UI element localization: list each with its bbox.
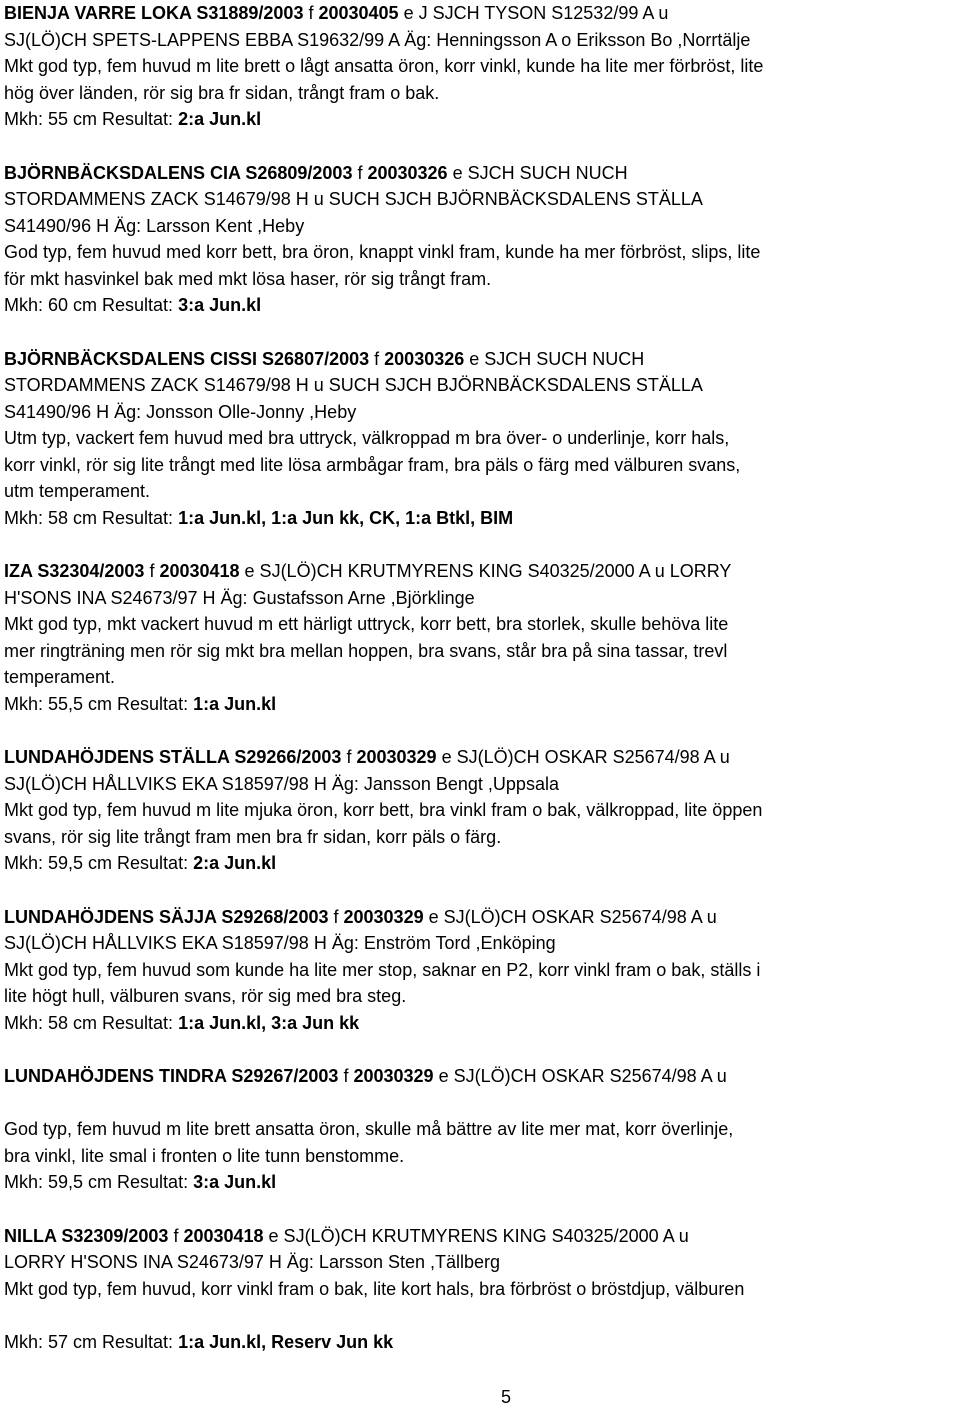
entry-height-label: Mkh: 57 cm Resultat: <box>4 1331 179 1352</box>
entry-description-line: God typ, fem huvud med korr bett, bra öron, knappt vinkl fram, kunde ha mer förbröst, slips, lite <box>4 242 761 262</box>
entry-result-line <box>4 505 956 532</box>
entry-height-label: Mkh: 55,5 cm Resultat: <box>4 693 194 714</box>
entry-header-text: STORDAMMENS ZACK S14679/98 H u SUCH SJCH BJÖRNBÄCKSDALENS STÄLLA <box>4 189 703 209</box>
entry-header-text: STORDAMMENS ZACK S14679/98 H u SUCH SJCH BJÖRNBÄCKSDALENS STÄLLA <box>4 375 703 395</box>
entry-header-text: SJ(LÖ)CH HÅLLVIKS EKA S18597/98 H Äg: Jansson Bengt ,Uppsala <box>4 773 559 794</box>
entry-header-bold-text: IZA S32304/2003 <box>4 561 145 581</box>
entry-result-value: 3:a Jun.kl <box>193 1172 277 1192</box>
entry-header-line <box>4 1063 956 1090</box>
dog-entry <box>4 160 956 319</box>
entry-result-value: 1:a Jun.kl, 1:a Jun kk, CK, 1:a Btkl, BIM <box>178 507 514 528</box>
entry-header-line <box>4 186 956 213</box>
page-number: 5 <box>500 1387 511 1407</box>
dog-entry <box>4 904 956 1037</box>
entry-description-line: för mkt hasvinkel bak med mkt lösa haser, rör sig trångt fram. <box>4 268 492 289</box>
entry-header-bold-text: BJÖRNBÄCKSDALENS CIA S26809/2003 <box>4 162 353 183</box>
entry-header-bold-text: LUNDAHÖJDENS STÄLLA S29266/2003 <box>4 747 342 767</box>
dog-entry <box>4 0 956 133</box>
entry-result-line <box>4 1010 956 1037</box>
entry-result-value: 2:a Jun.kl <box>178 109 262 129</box>
entry-header-line <box>4 744 956 771</box>
entry-description-line: God typ, fem huvud m lite brett ansatta öron, skulle må bättre av lite mer mat, korr överlinje, <box>4 1119 734 1139</box>
entry-result-line <box>4 292 956 319</box>
entry-header-text: S41490/96 H Äg: Jonsson Olle-Jonny ,Heby <box>4 401 357 422</box>
entry-height-label: Mkh: 55 cm Resultat: <box>4 109 179 129</box>
entry-result-line <box>4 1169 956 1196</box>
entry-height-label: Mkh: 58 cm Resultat: <box>4 1012 179 1033</box>
entry-header-bold-text: LUNDAHÖJDENS SÄJJA S29268/2003 <box>4 906 329 927</box>
entry-header-text: e SJ(LÖ)CH OSKAR S25674/98 A u <box>436 747 730 767</box>
entry-description-line: Mkt god typ, fem huvud, korr vinkl fram o bak, lite kort hals, bra förbröst o bröstdjup, välburen <box>4 1278 745 1299</box>
entry-header-text: e SJCH SUCH NUCH <box>447 162 628 183</box>
entry-header-line <box>4 213 956 240</box>
entry-result-value: 1:a Jun.kl, 3:a Jun kk <box>178 1012 360 1033</box>
entry-description-line: hög över länden, rör sig bra fr sidan, trångt fram o bak. <box>4 82 440 103</box>
entry-header-text: SJ(LÖ)CH HÅLLVIKS EKA S18597/98 H Äg: Enström Tord ,Enköping <box>4 933 556 953</box>
judging-entries <box>4 0 956 1355</box>
entry-header-line <box>4 585 956 612</box>
entry-header-line <box>4 346 956 373</box>
entry-separator <box>4 531 956 558</box>
entry-header-bold-text: BJÖRNBÄCKSDALENS CISSI S26807/2003 <box>4 348 370 369</box>
entry-description-line: Mkt god typ, fem huvud som kunde ha lite mer stop, saknar en P2, korr vinkl fram o bak, ställs i <box>4 959 761 980</box>
entry-header-text: e J SJCH TYSON S12532/99 A u <box>398 3 669 23</box>
entry-header-bold-text: 20030329 <box>343 906 424 927</box>
entry-header-text: f <box>328 906 344 927</box>
entry-header-line <box>4 904 956 931</box>
entry-header-text: H'SONS INA S24673/97 H Äg: Gustafsson Arne ,Björklinge <box>4 587 475 608</box>
entry-header-bold-text: 20030326 <box>367 162 448 183</box>
entry-header-text: e SJ(LÖ)CH KRUTMYRENS KING S40325/2000 A u LORRY <box>239 561 732 581</box>
entry-description-line: korr vinkl, rör sig lite trångt med lite lösa armbågar fram, bra päls o färg med välburen svans, <box>4 454 741 475</box>
entry-description-line: bra vinkl, lite smal i fronten o lite tunn benstomme. <box>4 1145 405 1166</box>
entry-description-line: utm temperament. <box>4 481 151 501</box>
entry-header-text: S41490/96 H Äg: Larsson Kent ,Heby <box>4 215 305 236</box>
entry-description-line: svans, rör sig lite trångt fram men bra fr sidan, korr päls o färg. <box>4 826 502 847</box>
entry-header-line <box>4 160 956 187</box>
entry-separator <box>4 133 956 160</box>
entry-description-line: lite högt hull, välburen svans, rör sig med bra steg. <box>4 986 407 1006</box>
entry-height-label: Mkh: 59,5 cm Resultat: <box>4 853 194 873</box>
entry-height-label: Mkh: 59,5 cm Resultat: <box>4 1172 194 1192</box>
entry-description-line: Mkt god typ, fem huvud m lite mjuka öron, korr bett, bra vinkl fram o bak, välkroppad, lite öppen <box>4 800 763 820</box>
entry-header-text: e SJCH SUCH NUCH <box>464 348 645 369</box>
entry-header-line <box>4 1223 956 1250</box>
entry-header-bold-text: LUNDAHÖJDENS TINDRA S29267/2003 <box>4 1066 339 1086</box>
entry-header-text: f <box>369 348 385 369</box>
entry-height-label: Mkh: 58 cm Resultat: <box>4 507 179 528</box>
entry-description-line: Mkt god typ, mkt vackert huvud m ett härligt uttryck, korr bett, bra storlek, skulle behöva lite <box>4 614 729 634</box>
entry-header-line <box>4 930 956 957</box>
entry-header-text: f <box>341 747 357 767</box>
entry-header-text: LORRY H'SONS INA S24673/97 H Äg: Larsson Sten ,Tällberg <box>4 1252 501 1272</box>
entry-header-line <box>4 399 956 426</box>
entry-header-bold-text: NILLA S32309/2003 <box>4 1225 169 1246</box>
entry-result-line <box>4 1329 956 1356</box>
entry-header-bold-text: 20030418 <box>183 1225 264 1246</box>
entry-header-line <box>4 1249 956 1276</box>
entry-header-bold-text: 20030405 <box>318 3 399 23</box>
dog-entry <box>4 558 956 717</box>
entry-header-line <box>4 0 956 27</box>
entry-separator <box>4 319 956 346</box>
entry-header-bold-text: 20030329 <box>353 1066 434 1086</box>
entry-description-line <box>4 1302 956 1329</box>
entry-description-line: temperament. <box>4 667 116 687</box>
dog-entry <box>4 1223 956 1356</box>
entry-separator <box>4 717 956 744</box>
entry-header-text: SJ(LÖ)CH SPETS-LAPPENS EBBA S19632/99 A Äg: Henningsson A o Eriksson Bo ,Norrtälje <box>4 29 751 50</box>
entry-header-text: f <box>303 3 319 23</box>
entry-result-value: 3:a Jun.kl <box>178 295 262 315</box>
entry-height-label: Mkh: 60 cm Resultat: <box>4 295 179 315</box>
entry-header-text: f <box>352 162 368 183</box>
entry-result-line <box>4 691 956 718</box>
entry-header-bold-text: 20030329 <box>356 747 437 767</box>
entry-result-value: 1:a Jun.kl, Reserv Jun kk <box>178 1331 394 1352</box>
entry-header-text: f <box>144 561 160 581</box>
entry-header-line <box>4 771 956 798</box>
entry-description-line: Mkt god typ, fem huvud m lite brett o lågt ansatta öron, korr vinkl, kunde ha lite mer förbröst, lite <box>4 56 764 76</box>
entry-header-line <box>4 27 956 54</box>
entry-result-line <box>4 106 956 133</box>
entry-separator <box>4 877 956 904</box>
entry-header-text: e SJ(LÖ)CH OSKAR S25674/98 A u <box>423 906 717 927</box>
dog-entry <box>4 346 956 532</box>
dog-entry <box>4 744 956 877</box>
entry-header-text: f <box>338 1066 354 1086</box>
entry-header-text: e SJ(LÖ)CH OSKAR S25674/98 A u <box>433 1066 727 1086</box>
entry-header-line <box>4 558 956 585</box>
entry-header-bold-text: 20030418 <box>159 561 240 581</box>
entry-result-value: 1:a Jun.kl <box>193 693 277 714</box>
document-page <box>4 0 956 1355</box>
entry-separator <box>4 1196 956 1223</box>
dog-entry <box>4 1063 956 1196</box>
entry-header-line <box>4 1090 956 1117</box>
entry-header-text: e SJ(LÖ)CH KRUTMYRENS KING S40325/2000 A u <box>263 1225 689 1246</box>
entry-header-bold-text: 20030326 <box>384 348 465 369</box>
entry-description-line: Utm typ, vackert fem huvud med bra uttryck, välkroppad m bra över- o underlinje, korr hals, <box>4 428 730 448</box>
entry-header-line <box>4 372 956 399</box>
entry-header-bold-text: BIENJA VARRE LOKA S31889/2003 <box>4 3 304 23</box>
entry-header-text: f <box>168 1225 184 1246</box>
entry-separator <box>4 1036 956 1063</box>
entry-result-line <box>4 850 956 877</box>
entry-result-value: 2:a Jun.kl <box>193 853 277 873</box>
entry-description-line: mer ringträning men rör sig mkt bra mellan hoppen, bra svans, står bra på sina tassar, trevl <box>4 640 728 661</box>
